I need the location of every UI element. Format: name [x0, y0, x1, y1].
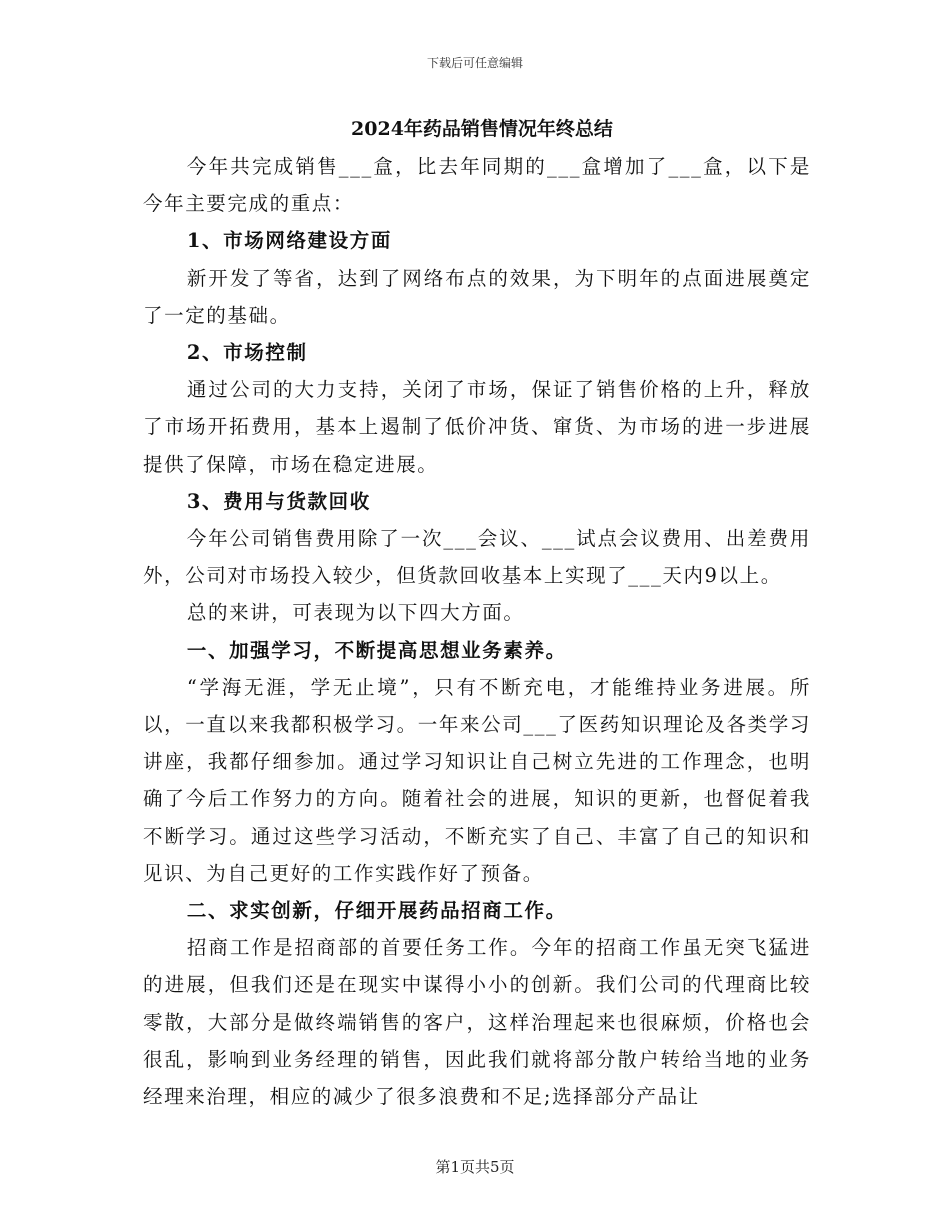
section-heading-market-control: 2、市场控制 [186, 341, 308, 365]
paragraph-market-network: 新开发了等省，达到了网络布点的效果，为下明年的点面进展奠定了一定的基础。 [143, 266, 811, 327]
paragraph-innovation: 招商工作是招商部的首要任务工作。今年的招商工作虽无突飞猛进的进展，但我们还是在现实中谋得小小的创新。我们公司的代理商比较零散，大部分是做终端销售的客户，这样治理起来也很麻烦，价格也会很乱，影响到业务经理的销售，因此我们就将部分散户转给当地的业务经理来治理，相应的减少了很多浪费和不足;选择部分产品让 [143, 936, 811, 1109]
section-heading-market-network: 1、市场网络建设方面 [186, 229, 392, 253]
paragraph-cost-recovery: 今年公司销售费用除了一次___会议、___试点会议费用、出差费用外，公司对市场投入较少，但货款回收基本上实现了___天内9以上。 [143, 527, 811, 588]
section-heading-innovation: 二、求实创新，仔细开展药品招商工作。 [186, 899, 567, 923]
document-title: 2024年药品销售情况年终总结 [351, 118, 613, 140]
paragraph-intro: 今年共完成销售___盒，比去年同期的___盒增加了___盒，以下是今年主要完成的重点： [143, 155, 811, 216]
paragraph-learning: “学海无涯，学无止境”，只有不断充电，才能维持业务进展。所以，一直以来我都积极学习。一年来公司___了医药知识理论及各类学习讲座，我都仔细参加。通过学习知识让自己树立先进的工作理念，也明确了今后工作努力的方向。随着社会的进展，知识的更新，也督促着我不断学习。通过这些学习活动，不断充实了自己、丰富了自己的知识和见识、为自己更好的工作实践作好了预备。 [143, 675, 811, 885]
page-footer: 第1页共5页 [435, 1158, 515, 1176]
document-body [143, 110, 811, 1115]
page-header: 下载后可任意编辑 [426, 56, 523, 70]
paragraph-summary: 总的来讲，可表现为以下四大方面。 [186, 601, 525, 625]
section-heading-learning: 一、加强学习，不断提高思想业务素养。 [186, 638, 567, 662]
section-heading-cost-recovery: 3、费用与货款回收 [186, 489, 371, 513]
paragraph-market-control: 通过公司的大力支持，关闭了市场，保证了销售价格的上升，释放了市场开拓费用，基本上遏制了低价冲货、窜货、为市场的进一步进展提供了保障，市场在稳定进展。 [143, 378, 811, 476]
